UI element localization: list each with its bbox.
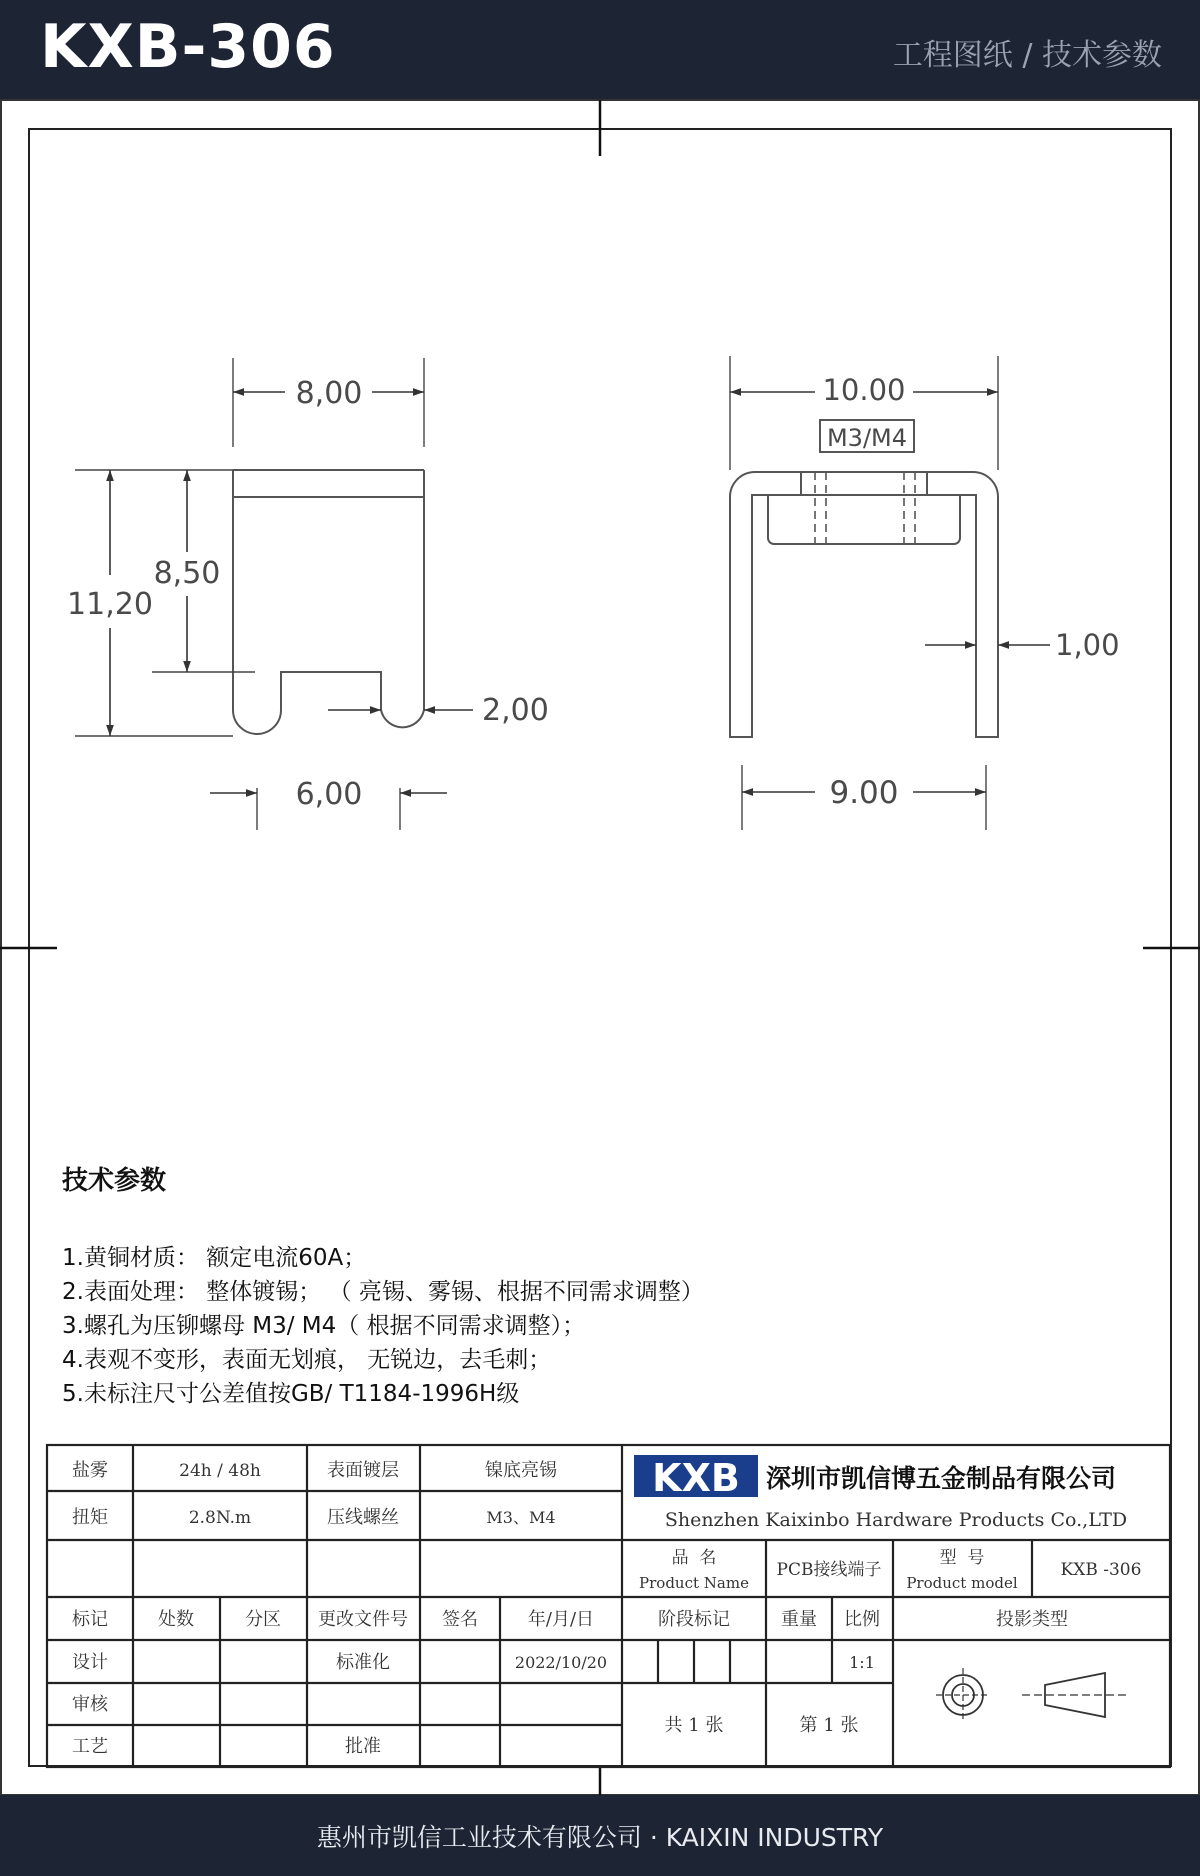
- torque-value: 2.8N.m: [188, 1508, 252, 1528]
- left-view: [67, 358, 549, 830]
- model-title: KXB-306: [40, 12, 336, 82]
- design-date: 2022/10/20: [514, 1653, 608, 1672]
- note-item: 3.螺孔为压铆螺母 M3/ M4（ 根据不同需求调整）；: [62, 1313, 586, 1339]
- dim-height-total: 11,20: [67, 587, 153, 622]
- screw-value: M3、M4: [486, 1508, 556, 1527]
- header-count: 处数: [158, 1609, 194, 1630]
- company-logo: [634, 1455, 758, 1500]
- product-name-en: Product Name: [639, 1574, 749, 1592]
- product-name-cn: 品 名: [671, 1548, 717, 1568]
- screw-label: 压线螺丝: [327, 1507, 399, 1528]
- review-label: 审核: [72, 1694, 108, 1715]
- notes-title: 技术参数: [62, 1166, 167, 1196]
- projection-symbol: [936, 1668, 1130, 1722]
- sheet-number: 第 1 张: [799, 1715, 859, 1736]
- header-mark: 标记: [72, 1609, 108, 1630]
- standard-label: 标准化: [336, 1652, 390, 1673]
- process-label: 工艺: [72, 1736, 108, 1757]
- salt-value: 24h / 48h: [179, 1461, 261, 1481]
- dim-width-outer: 10.00: [822, 373, 906, 407]
- header-scale: 比例: [844, 1609, 880, 1630]
- note-item: 1.黄铜材质： 额定电流60A；: [62, 1245, 367, 1271]
- dim-slot-width: 2,00: [482, 693, 549, 728]
- dim-width-top: 8,00: [295, 376, 363, 411]
- plating-value: 镍底亮锡: [485, 1460, 557, 1481]
- header-sign: 签名: [442, 1609, 478, 1630]
- product-model-cn: 型 号: [939, 1548, 985, 1568]
- company-name-cn: 深圳市凯信博五金制品有限公司: [766, 1464, 1117, 1493]
- design-label: 设计: [72, 1652, 108, 1673]
- note-item: 5.未标注尺寸公差值按GB/ T1184-1996H级: [62, 1381, 520, 1407]
- scale-value: 1:1: [849, 1653, 875, 1672]
- product-model-en: Product model: [906, 1574, 1018, 1592]
- approve-label: 批准: [345, 1736, 381, 1757]
- title-block: [47, 1445, 1170, 1767]
- header-date: 年/月/日: [527, 1609, 595, 1630]
- salt-label: 盐雾: [72, 1460, 108, 1481]
- note-item: 2.表面处理： 整体镀锡； （ 亮锡、雾锡、根据不同需求调整）: [62, 1279, 704, 1305]
- dim-height-inner: 8,50: [153, 556, 221, 591]
- footer-text: 惠州市凯信工业技术有限公司 · KAIXIN INDUSTRY: [316, 1823, 884, 1852]
- header-subtitle: 工程图纸 / 技术参数: [892, 38, 1162, 73]
- torque-label: 扭矩: [72, 1507, 108, 1528]
- header-stage: 阶段标记: [658, 1609, 730, 1630]
- product-name-value: PCB接线端子: [776, 1560, 882, 1580]
- header-weight: 重量: [781, 1609, 817, 1630]
- header-zone: 分区: [245, 1609, 281, 1630]
- header-projection: 投影类型: [996, 1609, 1068, 1630]
- dim-thickness: 1,00: [1055, 628, 1120, 662]
- technical-notes: [62, 1160, 1142, 1411]
- logo-text: KXB: [652, 1456, 740, 1500]
- right-view: [730, 356, 1120, 830]
- plating-label: 表面镀层: [327, 1460, 399, 1481]
- product-model-value: KXB -306: [1060, 1560, 1142, 1580]
- note-item: 4.表观不变形，表面无划痕， 无锐边，去毛刺；: [62, 1347, 552, 1373]
- dim-slot-pitch: 6,00: [295, 777, 363, 812]
- header-doc: 更改文件号: [318, 1609, 408, 1630]
- company-name-en: Shenzhen Kaixinbo Hardware Products Co.,LTD: [664, 1509, 1128, 1531]
- sheets-total: 共 1 张: [664, 1715, 724, 1736]
- thread-label: M3/M4: [826, 424, 908, 452]
- dim-width-inner: 9.00: [829, 775, 899, 811]
